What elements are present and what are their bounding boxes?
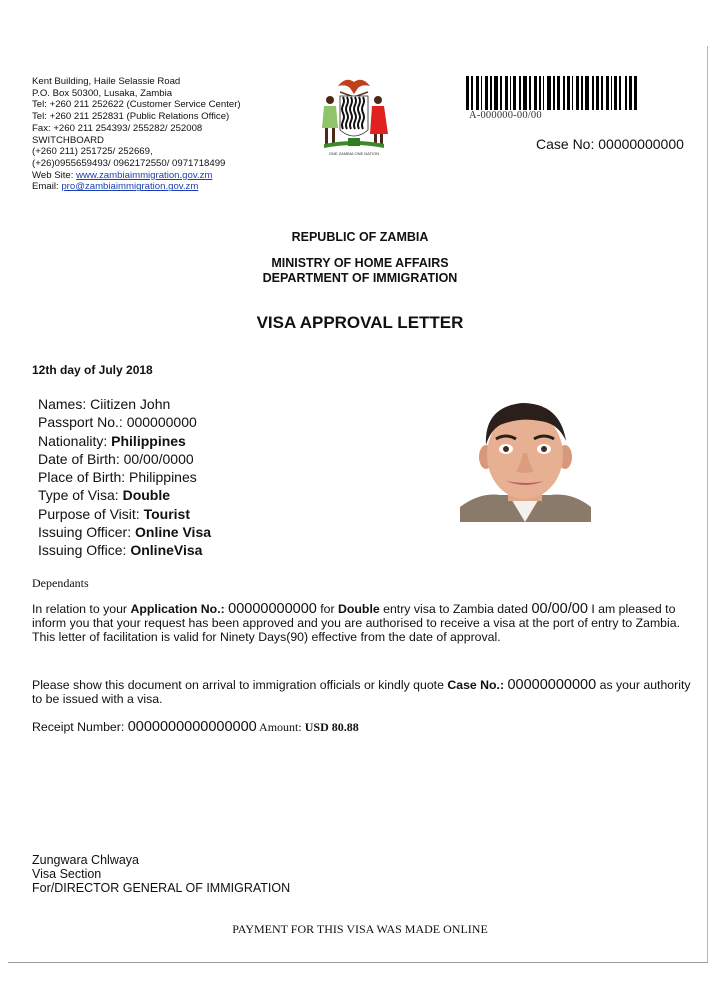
contact-switchboard-2: (+26)0955659493/ 0962172550/ 0971718499 (32, 157, 226, 169)
case-no-value: 00000000000 (507, 677, 597, 693)
svg-text:ONE ZAMBIA ONE NATION: ONE ZAMBIA ONE NATION (328, 151, 380, 156)
application-date: 00/00/00 (531, 601, 588, 617)
label: Nationality: (38, 432, 112, 449)
approval-paragraph (32, 602, 697, 644)
value: Tourist (143, 505, 190, 522)
field-office (38, 541, 211, 559)
text: for (316, 602, 339, 616)
field-nationality (38, 432, 211, 450)
value: Double (122, 487, 171, 504)
case-no-value: 00000000000 (598, 136, 684, 152)
amount-label: Amount: (256, 720, 305, 734)
application-no-value: 00000000000 (228, 601, 317, 617)
value: Philippines (111, 432, 186, 449)
entry-type: Double (338, 602, 380, 616)
receipt-line (32, 720, 697, 734)
ministry-heading (0, 256, 720, 286)
page-title: VISA APPROVAL LETTER (256, 313, 464, 332)
contact-switchboard-1: (+260 211) 251725/ 252669, (32, 146, 153, 158)
field-pob (38, 468, 211, 486)
case-number-header (536, 136, 684, 152)
signatory-name: Zungwara Chlwaya (32, 853, 139, 867)
website-label: Web Site: (32, 169, 77, 181)
receipt-label: Receipt Number: (32, 720, 128, 734)
contact-address: Kent Building, Haile Selassie Road (32, 76, 181, 87)
value: Ciitizen John (90, 396, 171, 412)
applicant-photo (460, 397, 591, 522)
contact-po-box: P.O. Box 50300, Lusaka, Zambia (32, 87, 173, 99)
receipt-number: 0000000000000000 (127, 719, 257, 735)
value: 000000000 (126, 414, 197, 431)
field-purpose (38, 505, 211, 523)
text: In relation to your (32, 602, 131, 616)
value: Online Visa (135, 524, 212, 541)
label: Passport No.: (38, 414, 127, 431)
contact-email-row (32, 181, 247, 193)
contact-fax: Fax: +260 211 254393/ 255282/ 252008 (32, 122, 203, 134)
zambia-coat-of-arms-icon (310, 72, 398, 160)
page-border-right (707, 46, 708, 962)
website-link[interactable]: www.zambiaimmigration.gov.zm (76, 169, 213, 181)
email-link[interactable]: pro@zambiaimmigration.gov.zm (61, 181, 199, 193)
label: Place of Birth: (38, 469, 130, 486)
field-visa-type (38, 486, 211, 504)
value: Philippines (129, 469, 197, 486)
department-name: DEPARTMENT OF IMMIGRATION (262, 271, 458, 285)
label: Names: (38, 396, 91, 412)
contact-switchboard: SWITCHBOARD (32, 134, 104, 146)
validity-text: This letter of facilitation is valid for Ninety Days(90) effective from the date of approval. (32, 630, 501, 644)
case-no-label: Case No.: (447, 678, 508, 692)
value: 00/00/0000 (123, 450, 194, 467)
amount-value: USD 80.88 (304, 720, 359, 734)
label: Issuing Officer: (38, 524, 136, 541)
label: Purpose of Visit: (38, 505, 144, 522)
application-no-label: Application No.: (130, 602, 229, 616)
contact-website-row (32, 170, 247, 182)
value: OnlineVisa (130, 542, 203, 559)
field-passport (38, 413, 211, 431)
letter-date: 12th day of July 2018 (32, 363, 153, 377)
signature-block (32, 853, 290, 895)
contact-block (32, 76, 247, 193)
field-names (38, 395, 211, 413)
text: entry visa to Zambia dated (379, 602, 532, 616)
contact-tel-customer: Tel: +260 211 252622 (Customer Service Center) (32, 99, 241, 111)
label: Date of Birth: (38, 450, 124, 467)
barcode-number: A-000000-00/00 (469, 110, 542, 121)
label: Type of Visa: (38, 487, 123, 504)
text: Please show this document on arrival to immigration officials or kindly quote (32, 678, 448, 692)
text: as your authority to be issued with a visa. (32, 678, 691, 706)
field-officer (38, 523, 211, 541)
text: I am pleased to inform you that your request has been approved and you are authorised to receive a visa at the port of entry to Zambia. (32, 602, 681, 630)
signatory-section: Visa Section (32, 867, 102, 881)
instructions-paragraph (32, 678, 697, 706)
ministry-name: MINISTRY OF HOME AFFAIRS (271, 256, 449, 270)
contact-tel-pr: Tel: +260 211 252831 (Public Relations Office) (32, 111, 230, 123)
dependants-label: Dependants (32, 576, 89, 590)
page-border-bottom (8, 962, 708, 963)
field-dob (38, 450, 211, 468)
email-label: Email: (32, 181, 62, 193)
case-no-label: Case No: (536, 136, 599, 152)
signatory-title: For/DIRECTOR GENERAL OF IMMIGRATION (32, 881, 291, 895)
applicant-details (38, 395, 211, 560)
barcode (466, 76, 690, 110)
payment-footer: PAYMENT FOR THIS VISA WAS MADE ONLINE (232, 922, 488, 936)
republic-heading: REPUBLIC OF ZAMBIA (291, 230, 429, 244)
label: Issuing Office: (38, 542, 131, 559)
